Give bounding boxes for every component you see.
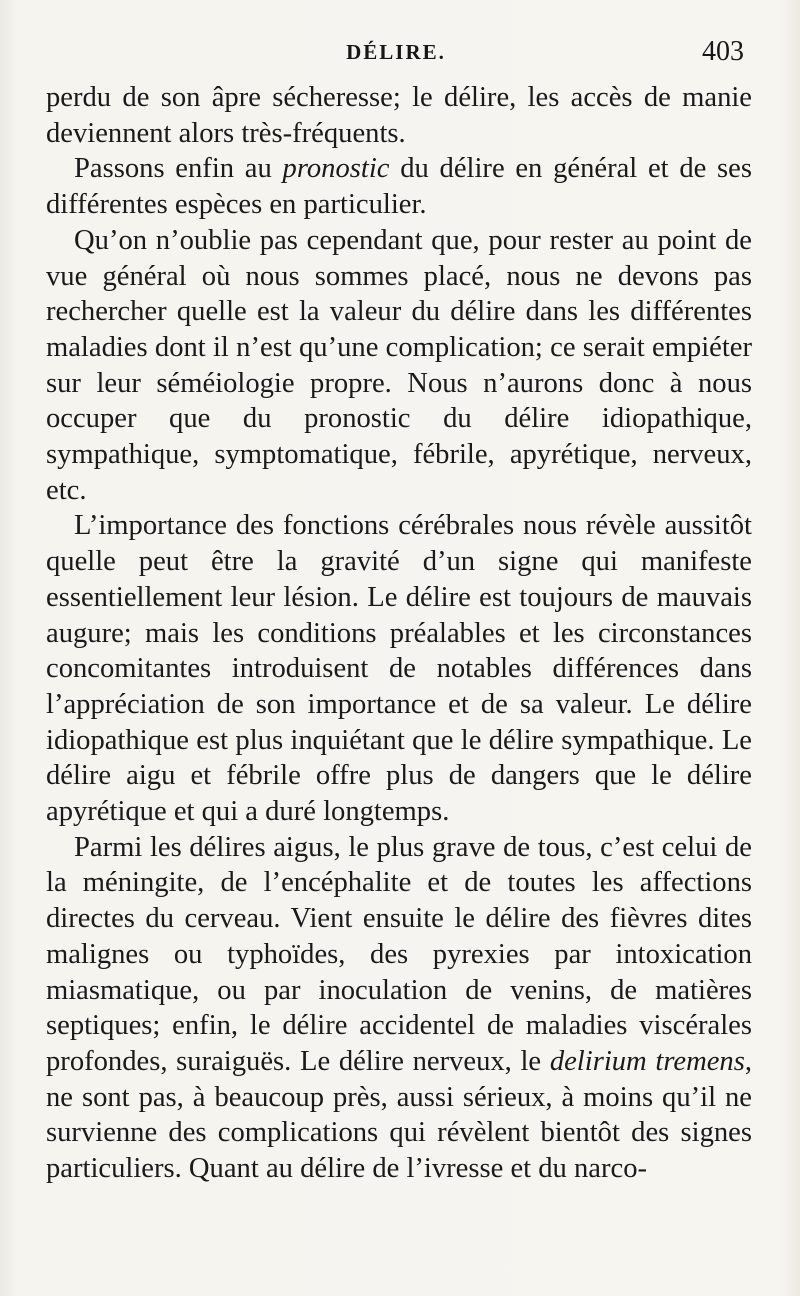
paragraph-text: Passons enfin au: [74, 153, 283, 185]
paragraph-scope: [46, 223, 752, 509]
paragraph-text: du délire en général et de ses différentes espèces en particulier.: [46, 153, 752, 221]
paragraph-delires-aigus: [46, 830, 752, 1187]
body-text: [46, 80, 752, 1187]
paragraph-text: , ne sont pas, à beaucoup près, aussi sérieux, à moins qu’il ne survienne des complications qui révèlent bientôt des signes particuliers. Quant au délire de l’ivresse et du narco-: [46, 1045, 753, 1185]
page-number: 403: [702, 36, 744, 67]
paragraph-text: Qu’on n’oublie pas cependant que, pour rester au point de vue général où nous sommes placé, nous ne devons pas rechercher quelle est la valeur du délire dans les différentes maladies dont il n’est qu’une complication; ce serait empiéter sur leur séméiologie propre. Nous n’aurons donc à nous occuper que du pronostic du délire idiopathique, sympathique, symptomatique, fébrile, apyrétique, nerveux, etc.: [46, 224, 752, 506]
paragraph-text: L’importance des fonctions cérébrales nous révèle aussitôt quelle peut être la gravité d’un signe qui manifeste essentiellement leur lésion. Le délire est toujours de mauvais augure; mais les conditions préalables et les circonstances concomitantes introduisent de notables différences dans l’appréciation de son importance et de sa valeur. Le délire idiopathique est plus inquiétant que le délire sympathique. Le délire aigu et fébrile offre plus de dangers que le délire apyrétique et qui a duré longtemps.: [46, 510, 752, 828]
paragraph-text: perdu de son âpre sécheresse; le délire, les accès de manie deviennent alors très-fréquents.: [46, 82, 752, 149]
paragraph-text: Parmi les délires aigus, le plus grave de tous, c’est celui de la méningite, de l’encéphalite et de toutes les affections directes du cerveau. Vient ensuite le délire des fièvres dites malignes ou typhoïdes, des pyrexies par intoxication miasmatique, ou par inoculation de venins, de matières septiques; enfin, le délire accidentel de maladies viscérales profondes, suraiguës. Le délire nerveux, le: [46, 831, 752, 1077]
italic-term: delirium tremens: [549, 1045, 745, 1077]
paragraph-pronostic-intro: [46, 151, 752, 222]
page-header: [46, 36, 746, 70]
paragraph-continued: [46, 80, 752, 151]
italic-term: pronostic: [282, 153, 390, 185]
running-title: DÉLIRE.: [346, 40, 446, 64]
paragraph-importance: [46, 508, 752, 829]
